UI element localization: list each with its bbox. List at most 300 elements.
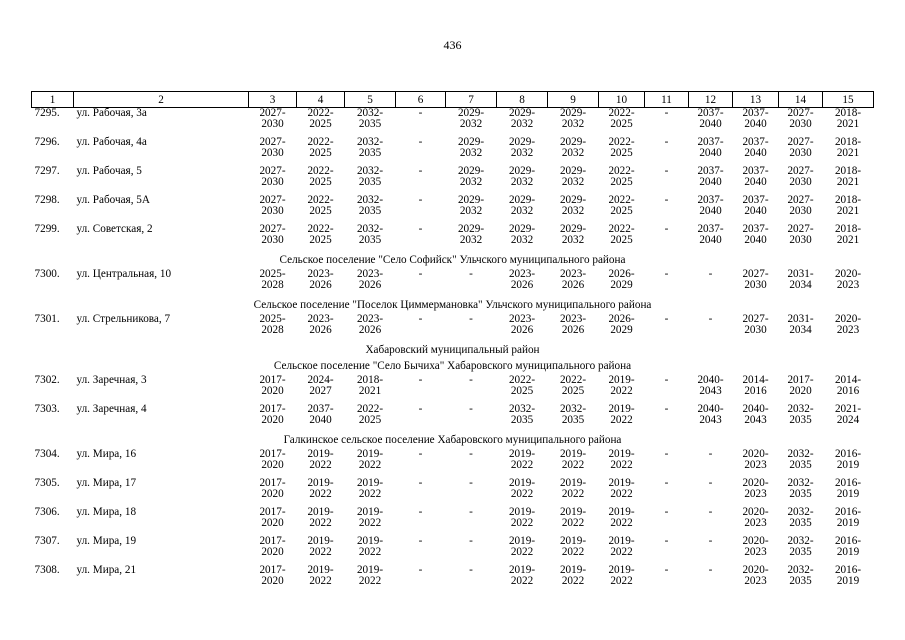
period-end: 2032	[459, 205, 483, 217]
period-end: 2022	[510, 488, 534, 500]
period-start: 2019-	[356, 564, 384, 576]
period-end: 2030	[261, 118, 284, 130]
period-cell	[733, 536, 779, 565]
period-cell	[599, 478, 645, 507]
section-heading-row	[32, 343, 874, 359]
address-cell: ул. Мира, 18	[76, 506, 137, 518]
period-start: 2037-	[742, 136, 769, 148]
period-start: 2019-	[608, 403, 635, 415]
period-end: 2032	[561, 118, 585, 130]
period-cell	[779, 137, 823, 166]
period-end: 2022	[610, 459, 633, 471]
period-cell	[249, 478, 297, 507]
period-cell: -	[664, 136, 669, 148]
period-cell	[599, 507, 645, 536]
period-start: 2019-	[307, 477, 334, 489]
period-end: 2029	[610, 279, 633, 291]
column-header: 3	[249, 92, 297, 108]
table-row	[32, 108, 874, 138]
period-start: 2032-	[787, 477, 814, 489]
table-header-row	[32, 92, 874, 108]
column-header: 10	[599, 92, 645, 108]
period-end: 2021	[836, 147, 860, 159]
period-cell	[823, 507, 874, 536]
period-cell: -	[708, 313, 713, 325]
period-cell	[733, 314, 779, 343]
period-end: 2035	[789, 414, 812, 426]
period-end: 2026	[561, 279, 585, 291]
row-number: 7297.	[34, 165, 60, 177]
period-start: 2020-	[834, 268, 862, 280]
period-end: 2021	[836, 205, 860, 217]
period-start: 2037-	[742, 194, 769, 206]
period-end: 2020	[261, 385, 284, 397]
period-start: 2029-	[508, 107, 536, 119]
period-start: 2037-	[307, 403, 334, 415]
address-cell: ул. Советская, 2	[76, 223, 153, 235]
section-heading-row	[32, 359, 874, 375]
period-cell: -	[469, 448, 473, 460]
section-heading: Сельское поселение "Село Софийск" Ульчского муниципального района	[279, 254, 626, 266]
period-end: 2019	[836, 488, 860, 500]
period-start: 2019-	[307, 564, 334, 576]
address-cell: ул. Рабочая, 3а	[76, 107, 147, 119]
period-end: 2028	[261, 279, 284, 291]
period-end: 2025	[510, 385, 534, 397]
period-start: 2027-	[259, 165, 286, 177]
period-end: 2022	[309, 517, 332, 529]
period-end: 2040	[699, 118, 722, 130]
period-cell	[297, 478, 345, 507]
period-cell	[779, 375, 823, 404]
period-start: 2037-	[742, 223, 769, 235]
period-cell: -	[418, 268, 423, 280]
period-end: 2022	[358, 575, 382, 587]
row-number: 7296.	[34, 136, 60, 148]
period-end: 2032	[561, 147, 585, 159]
period-cell	[345, 478, 396, 507]
period-cell	[599, 404, 645, 433]
row-number: 7295.	[34, 107, 60, 119]
period-cell: -	[418, 107, 423, 119]
period-cell	[823, 195, 874, 224]
period-start: 2020-	[742, 477, 769, 489]
period-end: 2022	[510, 517, 534, 529]
period-cell: -	[418, 477, 423, 489]
period-start: 2037-	[697, 194, 724, 206]
period-cell	[548, 536, 599, 565]
period-cell	[599, 536, 645, 565]
period-start: 2019-	[559, 506, 587, 518]
period-cell: -	[469, 564, 473, 576]
period-cell	[345, 269, 396, 298]
period-end: 2025	[309, 205, 332, 217]
period-cell: -	[418, 136, 423, 148]
period-cell	[689, 166, 733, 195]
period-start: 2019-	[559, 564, 587, 576]
period-cell	[345, 137, 396, 166]
row-number: 7302.	[34, 374, 60, 386]
period-start: 2014-	[742, 374, 769, 386]
period-cell: -	[708, 535, 713, 547]
period-start: 2020-	[742, 506, 769, 518]
period-cell	[599, 269, 645, 298]
period-cell	[689, 137, 733, 166]
period-cell: -	[664, 448, 669, 460]
table-row	[32, 137, 874, 166]
period-start: 2022-	[307, 194, 334, 206]
period-end: 2023	[836, 324, 860, 336]
row-number: 7301.	[34, 313, 60, 325]
period-start: 2020-	[742, 535, 769, 547]
period-cell	[497, 224, 548, 253]
period-cell: -	[418, 506, 423, 518]
period-end: 2032	[561, 176, 585, 188]
table-row	[32, 375, 874, 404]
period-cell: -	[418, 223, 423, 235]
period-end: 2022	[358, 517, 382, 529]
column-header: 7	[446, 92, 497, 108]
period-end: 2040	[744, 205, 767, 217]
period-start: 2017-	[259, 403, 286, 415]
period-start: 2026-	[608, 313, 635, 325]
period-cell: -	[418, 194, 423, 206]
period-end: 2040	[699, 234, 722, 246]
period-cell	[548, 507, 599, 536]
table-row	[32, 195, 874, 224]
row-number: 7303.	[34, 403, 60, 415]
period-end: 2022	[358, 546, 382, 558]
row-number: 7299.	[34, 223, 60, 235]
period-end: 2030	[261, 176, 284, 188]
period-start: 2019-	[608, 448, 635, 460]
row-number: 7300.	[34, 268, 60, 280]
period-end: 2025	[610, 205, 633, 217]
period-start: 2019-	[307, 535, 334, 547]
period-end: 2020	[789, 385, 812, 397]
period-start: 2019-	[559, 448, 587, 460]
period-cell	[779, 536, 823, 565]
period-cell	[779, 449, 823, 478]
period-cell	[823, 166, 874, 195]
period-end: 2022	[610, 517, 633, 529]
period-cell	[345, 166, 396, 195]
period-start: 2018-	[834, 165, 862, 177]
period-cell: -	[469, 477, 473, 489]
period-start: 2022-	[559, 374, 587, 386]
period-start: 2032-	[356, 107, 384, 119]
period-cell	[599, 449, 645, 478]
period-cell	[779, 565, 823, 594]
period-end: 2035	[358, 176, 382, 188]
address-cell: ул. Заречная, 4	[76, 403, 147, 415]
period-cell	[823, 565, 874, 594]
period-cell	[733, 137, 779, 166]
table-row	[32, 565, 874, 594]
period-cell	[599, 224, 645, 253]
period-start: 2029-	[559, 107, 587, 119]
period-cell	[249, 166, 297, 195]
period-start: 2017-	[259, 564, 286, 576]
period-start: 2019-	[508, 477, 536, 489]
period-cell: -	[664, 223, 669, 235]
period-start: 2027-	[742, 268, 769, 280]
column-header: 1	[32, 92, 74, 108]
period-cell: -	[469, 313, 473, 325]
period-end: 2026	[561, 324, 585, 336]
period-cell	[297, 314, 345, 343]
period-start: 2031-	[787, 313, 814, 325]
period-start: 2023-	[356, 268, 384, 280]
period-end: 2025	[610, 176, 633, 188]
column-header: 4	[297, 92, 345, 108]
period-end: 2025	[610, 147, 633, 159]
table-row	[32, 478, 874, 507]
period-cell	[548, 224, 599, 253]
period-end: 2022	[610, 575, 633, 587]
period-start: 2027-	[259, 136, 286, 148]
period-start: 2016-	[834, 564, 862, 576]
section-heading: Сельское поселение "Поселок Циммермановка" Ульчского муниципального района	[253, 299, 652, 311]
period-cell	[733, 565, 779, 594]
period-start: 2019-	[356, 535, 384, 547]
period-cell: -	[708, 506, 713, 518]
period-end: 2040	[744, 147, 767, 159]
period-start: 2037-	[742, 165, 769, 177]
period-end: 2035	[789, 488, 812, 500]
period-start: 2017-	[259, 448, 286, 460]
period-start: 2037-	[742, 107, 769, 119]
period-cell: -	[664, 564, 669, 576]
period-start: 2018-	[834, 194, 862, 206]
table-row	[32, 404, 874, 433]
period-start: 2032-	[787, 403, 814, 415]
period-start: 2032-	[356, 165, 384, 177]
period-cell	[823, 536, 874, 565]
page-number: 436	[443, 38, 462, 52]
period-start: 2027-	[259, 194, 286, 206]
period-start: 2019-	[356, 448, 384, 460]
column-header: 13	[733, 92, 779, 108]
period-cell: -	[664, 165, 669, 177]
period-cell	[779, 404, 823, 433]
period-end: 2030	[789, 176, 812, 188]
row-number: 7308.	[34, 564, 60, 576]
period-end: 2032	[459, 147, 483, 159]
period-cell	[497, 449, 548, 478]
repair-schedule-table	[31, 91, 874, 594]
period-cell	[599, 195, 645, 224]
period-end: 2035	[789, 575, 812, 587]
period-end: 2035	[789, 459, 812, 471]
period-end: 2025	[309, 147, 332, 159]
period-end: 2022	[610, 546, 633, 558]
period-end: 2040	[699, 147, 722, 159]
period-end: 2019	[836, 459, 860, 471]
period-start: 2023-	[356, 313, 384, 325]
period-cell	[497, 108, 548, 138]
period-end: 2022	[610, 488, 633, 500]
period-end: 2030	[789, 147, 812, 159]
period-start: 2017-	[259, 374, 286, 386]
period-start: 2029-	[508, 165, 536, 177]
period-end: 2019	[836, 575, 860, 587]
period-end: 2030	[261, 234, 284, 246]
period-cell	[497, 478, 548, 507]
period-start: 2019-	[307, 448, 334, 460]
period-end: 2019	[836, 517, 860, 529]
period-end: 2030	[261, 147, 284, 159]
period-end: 2040	[699, 176, 722, 188]
period-end: 2023	[744, 517, 767, 529]
period-start: 2016-	[834, 477, 862, 489]
period-cell	[446, 137, 497, 166]
period-cell	[548, 449, 599, 478]
period-cell	[497, 166, 548, 195]
period-cell	[297, 565, 345, 594]
period-end: 2025	[358, 414, 382, 426]
period-cell	[823, 269, 874, 298]
period-end: 2023	[744, 575, 767, 587]
period-cell	[779, 224, 823, 253]
period-end: 2040	[744, 176, 767, 188]
period-end: 2021	[836, 118, 860, 130]
period-cell	[548, 166, 599, 195]
period-start: 2037-	[697, 107, 724, 119]
period-cell	[823, 314, 874, 343]
period-cell: -	[469, 506, 473, 518]
section-heading: Сельское поселение "Село Бычиха" Хабаровского муниципального района	[273, 360, 632, 372]
section-heading-row	[32, 253, 874, 269]
period-end: 2025	[309, 118, 332, 130]
period-cell	[497, 269, 548, 298]
period-cell	[733, 507, 779, 536]
period-start: 2019-	[508, 564, 536, 576]
period-start: 2019-	[608, 506, 635, 518]
period-start: 2018-	[356, 374, 384, 386]
period-start: 2027-	[742, 313, 769, 325]
period-cell: -	[418, 535, 423, 547]
period-cell: -	[708, 477, 713, 489]
period-cell	[345, 195, 396, 224]
period-end: 2030	[789, 205, 812, 217]
period-cell: -	[708, 448, 713, 460]
table-row	[32, 224, 874, 253]
period-end: 2025	[309, 234, 332, 246]
period-start: 2032-	[508, 403, 536, 415]
period-start: 2029-	[508, 223, 536, 235]
period-start: 2019-	[356, 477, 384, 489]
period-cell	[249, 404, 297, 433]
period-start: 2022-	[608, 136, 635, 148]
period-cell	[249, 195, 297, 224]
period-cell	[297, 404, 345, 433]
period-cell: -	[469, 535, 473, 547]
period-end: 2035	[358, 118, 382, 130]
period-start: 2037-	[697, 136, 724, 148]
period-end: 2026	[309, 324, 332, 336]
column-header: 9	[548, 92, 599, 108]
period-start: 2029-	[457, 223, 485, 235]
period-cell	[548, 404, 599, 433]
period-end: 2035	[358, 234, 382, 246]
period-end: 2043	[744, 414, 767, 426]
section-heading: Галкинское сельское поселение Хабаровского муниципального района	[283, 434, 622, 446]
address-cell: ул. Заречная, 3	[76, 374, 147, 386]
period-cell	[689, 404, 733, 433]
period-start: 2029-	[457, 194, 485, 206]
period-end: 2026	[510, 324, 534, 336]
period-end: 2040	[309, 414, 332, 426]
period-start: 2027-	[787, 107, 814, 119]
period-cell	[548, 565, 599, 594]
period-cell	[599, 166, 645, 195]
period-start: 2029-	[559, 223, 587, 235]
period-end: 2022	[561, 517, 585, 529]
period-cell	[733, 375, 779, 404]
column-header: 15	[823, 92, 874, 108]
period-start: 2027-	[787, 136, 814, 148]
period-end: 2023	[744, 488, 767, 500]
period-end: 2032	[459, 234, 483, 246]
period-start: 2019-	[356, 506, 384, 518]
period-cell: -	[664, 403, 669, 415]
period-start: 2019-	[608, 477, 635, 489]
period-cell	[297, 195, 345, 224]
period-cell: -	[708, 268, 713, 280]
period-cell: -	[469, 403, 473, 415]
period-cell	[345, 404, 396, 433]
period-cell	[249, 137, 297, 166]
period-end: 2021	[836, 176, 860, 188]
period-start: 2022-	[608, 194, 635, 206]
period-end: 2030	[744, 279, 767, 291]
period-start: 2016-	[834, 535, 862, 547]
period-cell	[297, 507, 345, 536]
column-header: 2	[74, 92, 249, 108]
address-cell: ул. Мира, 21	[76, 564, 137, 576]
period-cell	[497, 314, 548, 343]
period-start: 2032-	[787, 535, 814, 547]
period-end: 2032	[561, 205, 585, 217]
period-start: 2022-	[356, 403, 384, 415]
period-cell	[497, 507, 548, 536]
column-header: 12	[689, 92, 733, 108]
period-cell	[297, 137, 345, 166]
period-cell	[497, 375, 548, 404]
period-cell: -	[469, 268, 473, 280]
period-cell	[733, 166, 779, 195]
period-start: 2024-	[307, 374, 334, 386]
period-start: 2025-	[259, 268, 286, 280]
period-cell: -	[418, 313, 423, 325]
period-cell	[779, 507, 823, 536]
column-header: 8	[497, 92, 548, 108]
period-start: 2032-	[356, 223, 384, 235]
period-start: 2017-	[787, 374, 814, 386]
period-end: 2043	[699, 414, 722, 426]
period-end: 2020	[261, 575, 284, 587]
period-start: 2022-	[307, 165, 334, 177]
period-end: 2028	[261, 324, 284, 336]
period-end: 2022	[561, 546, 585, 558]
period-start: 2029-	[559, 194, 587, 206]
section-heading-row	[32, 298, 874, 314]
period-end: 2022	[610, 385, 633, 397]
period-start: 2023-	[307, 313, 334, 325]
period-cell	[446, 224, 497, 253]
period-start: 2027-	[787, 223, 814, 235]
